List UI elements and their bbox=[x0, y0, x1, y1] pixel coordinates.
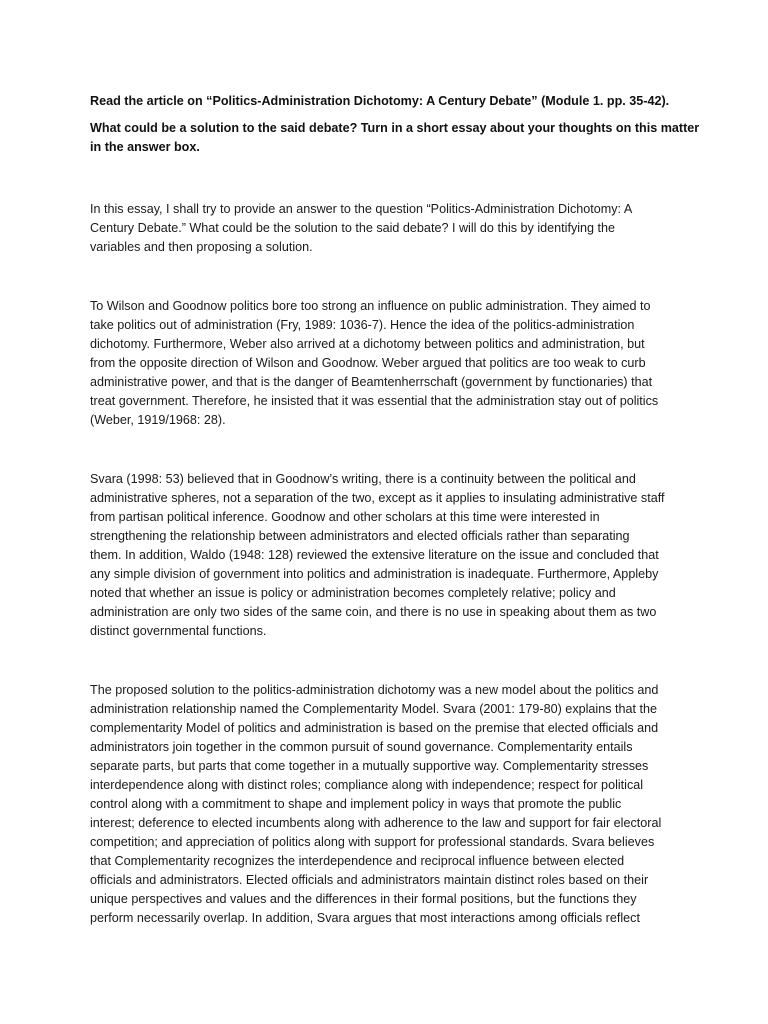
paragraph-line: administrative spheres, not a separation of the two, except as it applies to insulating administrative staff bbox=[90, 491, 665, 505]
paragraph-line: administration are only two sides of the same coin, and there is no use in speaking about them as two bbox=[90, 605, 657, 619]
paragraph-line: In this essay, I shall try to provide an answer to the question “Politics-Administration Dichotomy: A bbox=[90, 202, 633, 216]
essay-paragraph-svara-continuity bbox=[90, 470, 690, 641]
essay-paragraph-wilson-goodnow bbox=[90, 297, 690, 430]
essay-paragraph-intro bbox=[90, 200, 690, 257]
paragraph-line: administrators join together in the common pursuit of sound governance. Complementarity entails bbox=[90, 740, 633, 754]
paragraph-line: from partisan political inference. Goodnow and other scholars at this time were interested in bbox=[90, 510, 600, 524]
assignment-question bbox=[90, 119, 700, 157]
paragraph-line: from the opposite direction of Wilson and Goodnow. Weber argued that politics are too weak to curb bbox=[90, 356, 646, 370]
paragraph-line: (Weber, 1919/1968: 28). bbox=[90, 413, 226, 427]
paragraph-line: variables and then proposing a solution. bbox=[90, 240, 313, 254]
paragraph-line: dichotomy. Furthermore, Weber also arrived at a dichotomy between politics and administration, but bbox=[90, 337, 645, 351]
paragraph-line: control along with a commitment to shape and implement policy in ways that promote the public bbox=[90, 797, 622, 811]
paragraph-line: To Wilson and Goodnow politics bore too strong an influence on public administration. They aimed to bbox=[90, 299, 651, 313]
assignment-instruction bbox=[90, 92, 690, 111]
paragraph-line: treat government. Therefore, he insisted that it was essential that the administration stay out of politics bbox=[90, 394, 659, 408]
paragraph-line: interest; deference to elected incumbents along with adherence to the law and support for fair electoral bbox=[90, 816, 662, 830]
paragraph-line: complementarity Model of politics and administration is based on the premise that elected officials and bbox=[90, 721, 659, 735]
paragraph-line: separate parts, but parts that come together in a mutually supportive way. Complementarity stresses bbox=[90, 759, 649, 773]
paragraph-line: take politics out of administration (Fry, 1989: 1036-7). Hence the idea of the politics-administration bbox=[90, 318, 635, 332]
paragraph-line: unique perspectives and values and the differences in their formal positions, but the functions they bbox=[90, 892, 637, 906]
paragraph-line: administration relationship named the Complementarity Model. Svara (2001: 179-80) explains that the bbox=[90, 702, 658, 716]
paragraph-line: them. In addition, Waldo (1948: 128) reviewed the extensive literature on the issue and concluded that bbox=[90, 548, 659, 562]
essay-paragraph-complementarity bbox=[90, 681, 690, 928]
paragraph-line: distinct governmental functions. bbox=[90, 624, 267, 638]
paragraph-line: that Complementarity recognizes the interdependence and reciprocal influence between elected bbox=[90, 854, 625, 868]
paragraph-line: perform necessarily overlap. In addition, Svara argues that most interactions among officials reflect bbox=[90, 911, 640, 925]
paragraph-line: officials and administrators. Elected officials and administrators maintain distinct roles based on their bbox=[90, 873, 649, 887]
paragraph-line: The proposed solution to the politics-administration dichotomy was a new model about the politics and bbox=[90, 683, 659, 697]
paragraph-line: any simple division of government into politics and administration is inadequate. Furthermore, Appleby bbox=[90, 567, 659, 581]
paragraph-line: interdependence along with distinct roles; compliance along with independence; respect for political bbox=[90, 778, 644, 792]
paragraph-line: Svara (1998: 53) believed that in Goodnow’s writing, there is a continuity between the political and bbox=[90, 472, 636, 486]
paragraph-line: administrative power, and that is the danger of Beamtenherrschaft (government by functionaries) that bbox=[90, 375, 653, 389]
instruction-line: Read the article on “Politics-Administration Dichotomy: A Century Debate” (Module 1. pp. 35-42). bbox=[90, 94, 670, 108]
paragraph-line: strengthening the relationship between administrators and elected officials rather than separating bbox=[90, 529, 630, 543]
paragraph-line: competition; and appreciation of politics along with support for professional standards. Svara believes bbox=[90, 835, 655, 849]
document-body bbox=[90, 92, 700, 928]
question-line: in the answer box. bbox=[90, 140, 200, 154]
question-line: What could be a solution to the said debate? Turn in a short essay about your thoughts on this matter bbox=[90, 121, 700, 135]
paragraph-line: Century Debate.” What could be the solution to the said debate? I will do this by identifying the bbox=[90, 221, 616, 235]
paragraph-line: noted that whether an issue is policy or administration becomes completely relative; policy and bbox=[90, 586, 616, 600]
